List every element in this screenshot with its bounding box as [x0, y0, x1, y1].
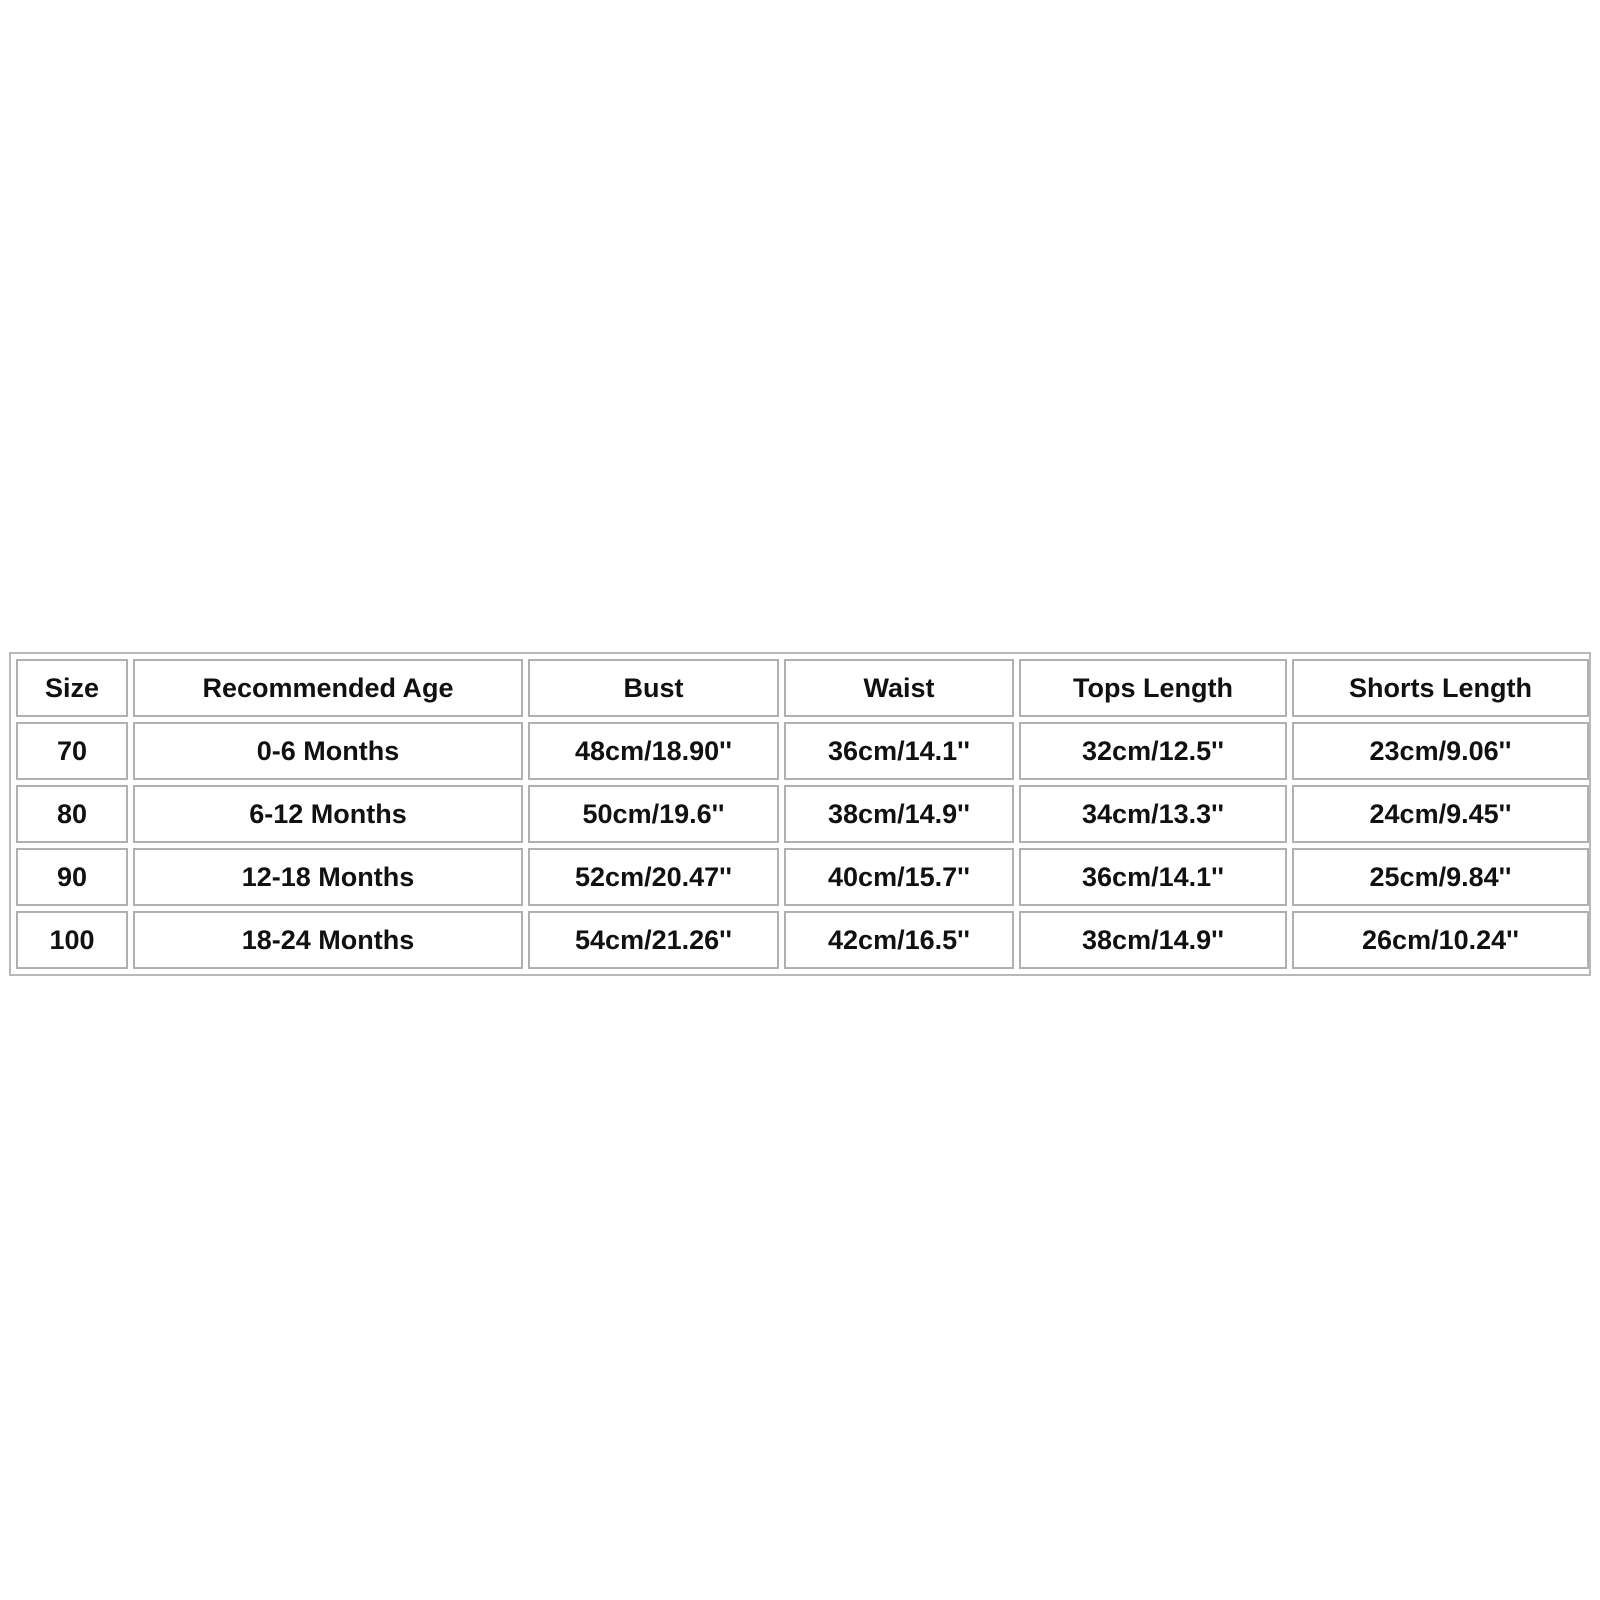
size-chart [9, 652, 1591, 976]
cell-bust: 52cm/20.47'' [528, 848, 779, 906]
cell-waist: 38cm/14.9'' [784, 785, 1014, 843]
cell-recommended-age: 12-18 Months [133, 848, 523, 906]
header-waist: Waist [784, 659, 1014, 717]
cell-recommended-age: 0-6 Months [133, 722, 523, 780]
cell-waist: 42cm/16.5'' [784, 911, 1014, 969]
header-recommended-age: Recommended Age [133, 659, 523, 717]
cell-bust: 48cm/18.90'' [528, 722, 779, 780]
cell-tops-length: 38cm/14.9'' [1019, 911, 1287, 969]
header-shorts-length: Shorts Length [1292, 659, 1589, 717]
cell-size: 90 [16, 848, 128, 906]
cell-shorts-length: 24cm/9.45'' [1292, 785, 1589, 843]
cell-bust: 50cm/19.6'' [528, 785, 779, 843]
cell-shorts-length: 26cm/10.24'' [1292, 911, 1589, 969]
header-size: Size [16, 659, 128, 717]
table-row [16, 911, 1589, 969]
cell-tops-length: 36cm/14.1'' [1019, 848, 1287, 906]
table-row [16, 785, 1589, 843]
cell-shorts-length: 25cm/9.84'' [1292, 848, 1589, 906]
cell-tops-length: 34cm/13.3'' [1019, 785, 1287, 843]
header-row [16, 659, 1589, 717]
header-tops-length: Tops Length [1019, 659, 1287, 717]
header-bust: Bust [528, 659, 779, 717]
cell-size: 70 [16, 722, 128, 780]
cell-bust: 54cm/21.26'' [528, 911, 779, 969]
size-chart-table [11, 654, 1594, 974]
cell-shorts-length: 23cm/9.06'' [1292, 722, 1589, 780]
cell-waist: 40cm/15.7'' [784, 848, 1014, 906]
cell-size: 100 [16, 911, 128, 969]
cell-recommended-age: 6-12 Months [133, 785, 523, 843]
cell-tops-length: 32cm/12.5'' [1019, 722, 1287, 780]
cell-size: 80 [16, 785, 128, 843]
cell-recommended-age: 18-24 Months [133, 911, 523, 969]
table-row [16, 722, 1589, 780]
table-row [16, 848, 1589, 906]
cell-waist: 36cm/14.1'' [784, 722, 1014, 780]
